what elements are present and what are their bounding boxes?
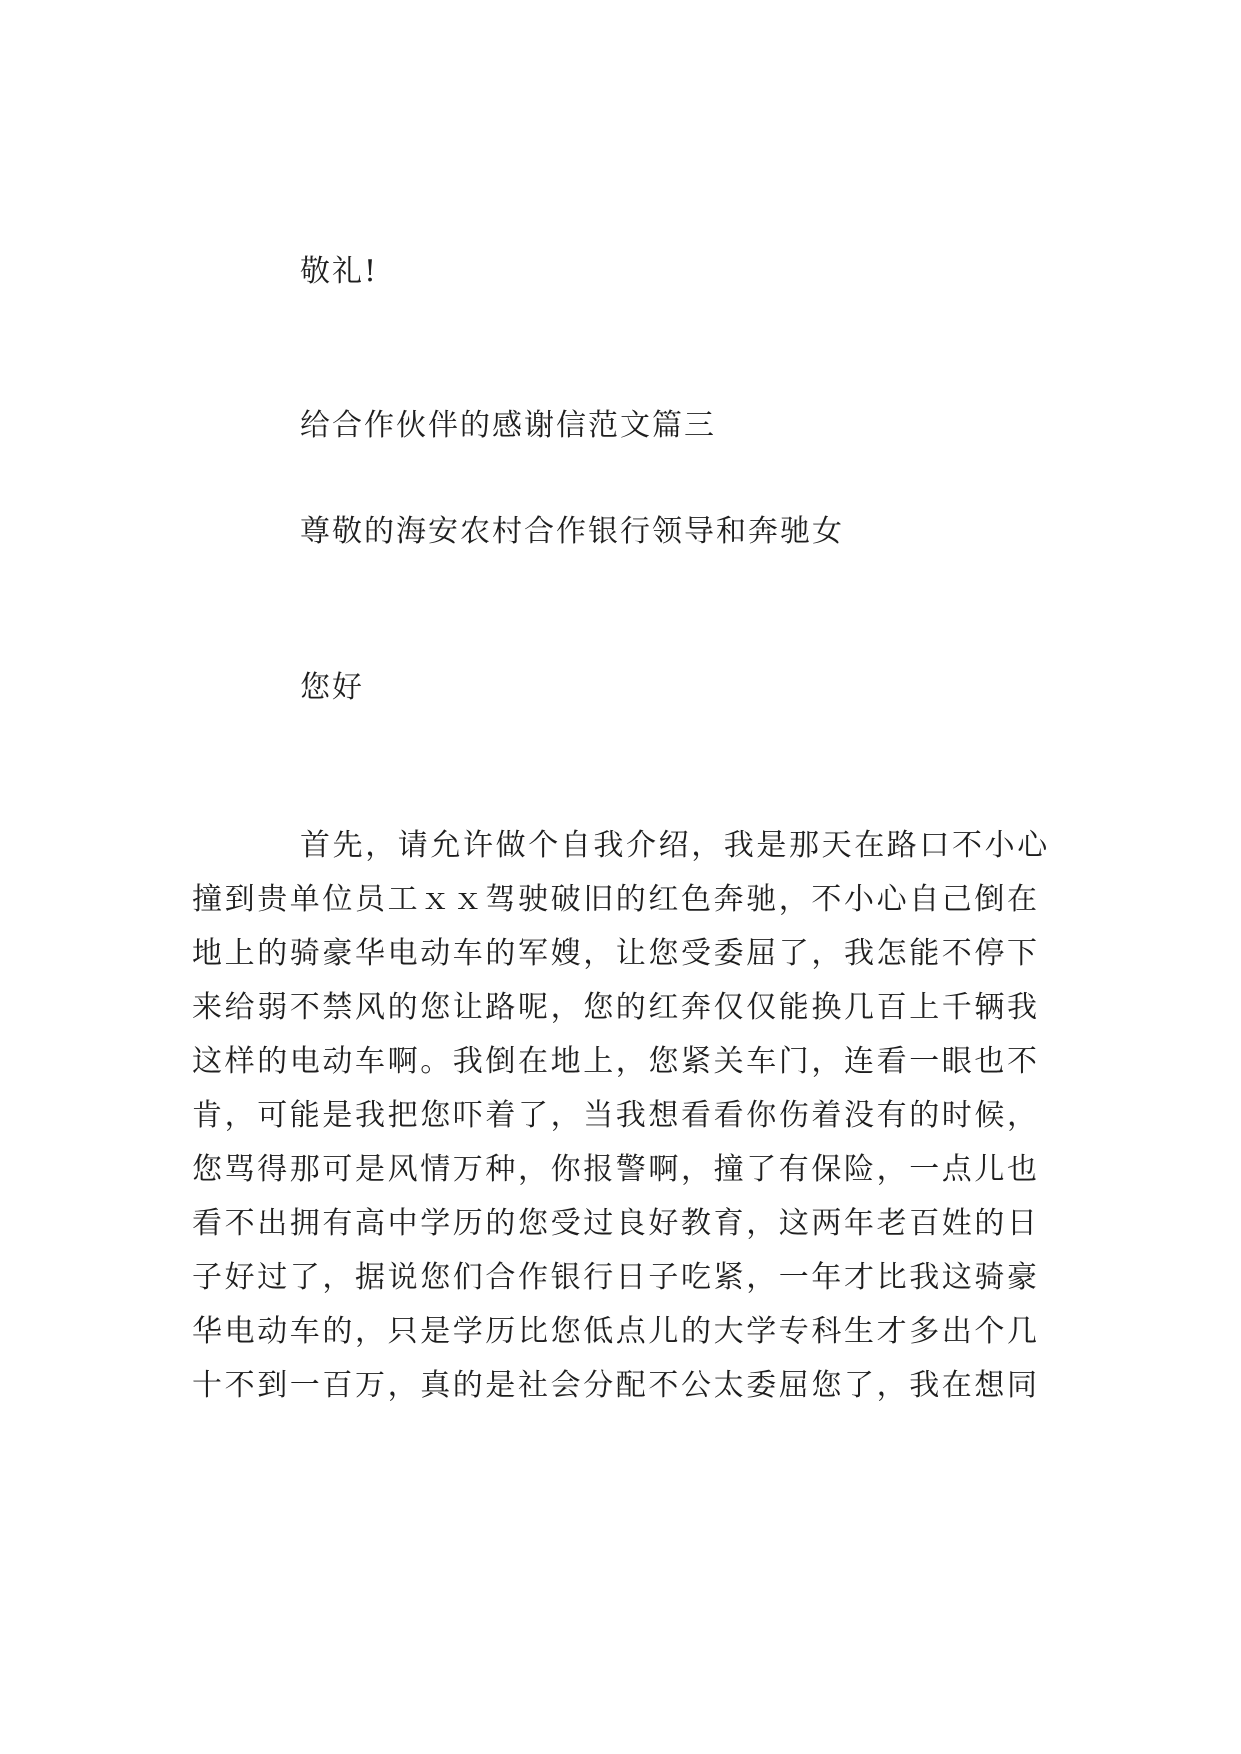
paragraph-line: 您骂得那可是风情万种，你报警啊，撞了有保险，一点儿也 [192,1152,1040,1187]
closing-text: 敬礼! [300,254,379,289]
greeting-text: 您好 [300,670,364,705]
paragraph-line: 撞到贵单位员工ｘｘ驾驶破旧的红色奔驰，不小心自己倒在 [192,882,1040,917]
paragraph-line: 这样的电动车啊。我倒在地上，您紧关车门，连看一眼也不 [192,1044,1040,1079]
letter-heading: 给合作伙伴的感谢信范文篇三 [300,408,716,443]
paragraph-line: 地上的骑豪华电动车的军嫂，让您受委屈了，我怎能不停下 [192,936,1040,971]
paragraph-line: 子好过了，据说您们合作银行日子吃紧，一年才比我这骑豪 [192,1260,1040,1295]
paragraph-line: 首先，请允许做个自我介绍，我是那天在路口不小心 [300,828,1050,863]
paragraph-line: 来给弱不禁风的您让路呢，您的红奔仅仅能换几百上千辆我 [192,990,1040,1025]
paragraph-line: 华电动车的，只是学历比您低点儿的大学专科生才多出个几 [192,1314,1040,1349]
salutation-text: 尊敬的海安农村合作银行领导和奔驰女 [300,514,844,549]
paragraph-line: 十不到一百万，真的是社会分配不公太委屈您了，我在想同 [192,1368,1040,1403]
paragraph-line: 肯，可能是我把您吓着了，当我想看看你伤着没有的时候， [192,1098,1040,1133]
paragraph-line: 看不出拥有高中学历的您受过良好教育，这两年老百姓的日 [192,1206,1040,1241]
